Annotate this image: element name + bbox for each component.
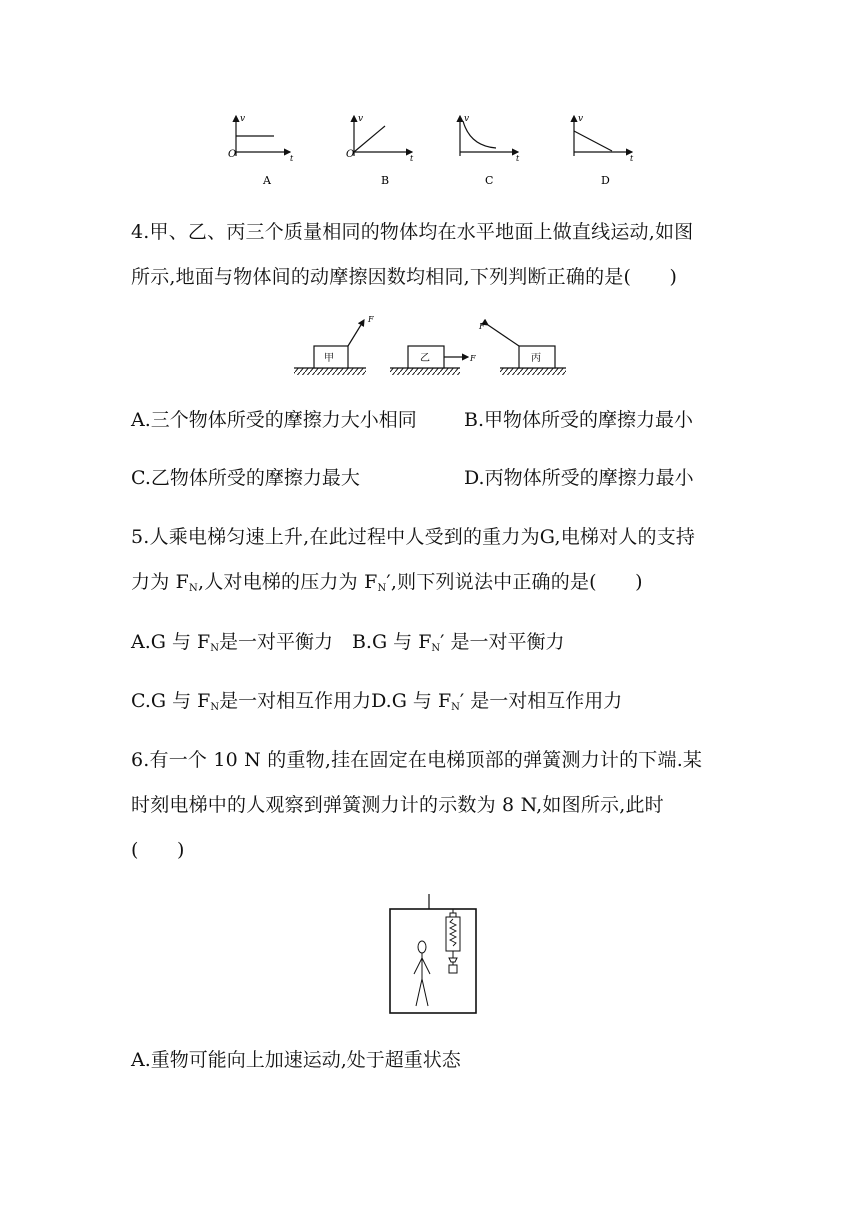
vt-graphs-svg <box>220 108 650 188</box>
graph-d-t-label: t <box>630 154 634 163</box>
q4-stem-line2: 所示,地面与物体间的动摩擦因数均相同,下列判断正确的是( ) <box>131 266 678 288</box>
q5-option-c-d[interactable]: C.G 与 $F_N$是一对相互作用力D.G 与 $F_N'$ 是一对相互作用力 <box>131 690 623 713</box>
graph-b-v-label: v <box>358 114 364 124</box>
graph-b-curve <box>354 126 385 152</box>
graph-a-v-label: v <box>240 114 246 124</box>
q4-figure-svg <box>290 312 570 384</box>
force-label-bing: F <box>479 322 485 331</box>
q4-stem-line1: 4.甲、乙、丙三个质量相同的物体均在水平地面上做直线运动,如图 <box>131 221 694 243</box>
ground-jia <box>294 368 366 375</box>
force-label-yi: F <box>470 354 476 363</box>
graph-d <box>574 114 634 187</box>
graph-a-t-label: t <box>290 154 294 163</box>
ground-bing <box>500 368 566 375</box>
graph-a <box>228 114 294 187</box>
q6-stem-line3: ( ) <box>131 839 185 861</box>
force-arrow-jia <box>348 320 364 346</box>
q6-elevator-figure <box>386 894 480 1018</box>
box-jia <box>314 346 348 368</box>
q4-option-b[interactable]: B.甲物体所受的摩擦力最小 <box>464 409 694 431</box>
elevator-cabin <box>390 909 476 1013</box>
graph-c <box>460 114 520 187</box>
q4-figure <box>290 312 570 384</box>
box-bing-label: 丙 <box>531 353 541 364</box>
graph-d-label: D <box>601 174 610 187</box>
graph-b <box>346 114 414 187</box>
q6-elevator-svg <box>386 894 480 1018</box>
graph-d-v-label: v <box>578 114 584 124</box>
person-figure <box>414 941 430 1006</box>
graph-c-curve <box>463 121 496 148</box>
spring-scale <box>446 909 460 973</box>
q6-option-a[interactable]: A.重物可能向上加速运动,处于超重状态 <box>131 1049 461 1071</box>
q4-option-c[interactable]: C.乙物体所受的摩擦力最大 <box>131 467 360 489</box>
graph-b-origin: O <box>346 149 355 160</box>
graph-c-label: C <box>485 174 494 187</box>
q4-option-d[interactable]: D.丙物体所受的摩擦力最小 <box>464 467 694 489</box>
q5-stem-line2: 力为 $F_N$,人对电梯的压力为 $F_N'$,则下列说法中正确的是( ) <box>131 571 643 594</box>
graph-b-t-label: t <box>410 154 414 163</box>
q4-option-a[interactable]: A.三个物体所受的摩擦力大小相同 <box>131 409 417 431</box>
force-arrow-bing <box>488 325 519 346</box>
ground-yi <box>390 368 460 375</box>
q5-stem-line1: 5.人乘电梯匀速上升,在此过程中人受到的重力为G,电梯对人的支持 <box>131 526 696 548</box>
graph-a-origin: O <box>228 149 237 160</box>
q6-stem-line2: 时刻电梯中的人观察到弹簧测力计的示数为 8 N,如图所示,此时 <box>131 794 664 816</box>
force-label-jia: F <box>368 315 374 324</box>
weight-block <box>449 965 457 973</box>
graph-c-t-label: t <box>516 154 520 163</box>
box-bing <box>519 346 555 368</box>
box-yi <box>408 346 444 368</box>
vt-graphs-figure <box>220 108 650 188</box>
graph-a-label: A <box>263 174 271 187</box>
graph-d-curve <box>574 131 612 151</box>
q6-stem-line1: 6.有一个 10 N 的重物,挂在固定在电梯顶部的弹簧测力计的下端.某 <box>131 749 703 771</box>
box-yi-label: 乙 <box>420 353 430 364</box>
graph-b-label: B <box>381 174 390 187</box>
q5-option-a-b[interactable]: A.G 与 $F_N$是一对平衡力 B.G 与 $F_N'$ 是一对平衡力 <box>131 631 565 654</box>
box-jia-label: 甲 <box>324 353 334 364</box>
graph-c-v-label: v <box>464 114 470 124</box>
